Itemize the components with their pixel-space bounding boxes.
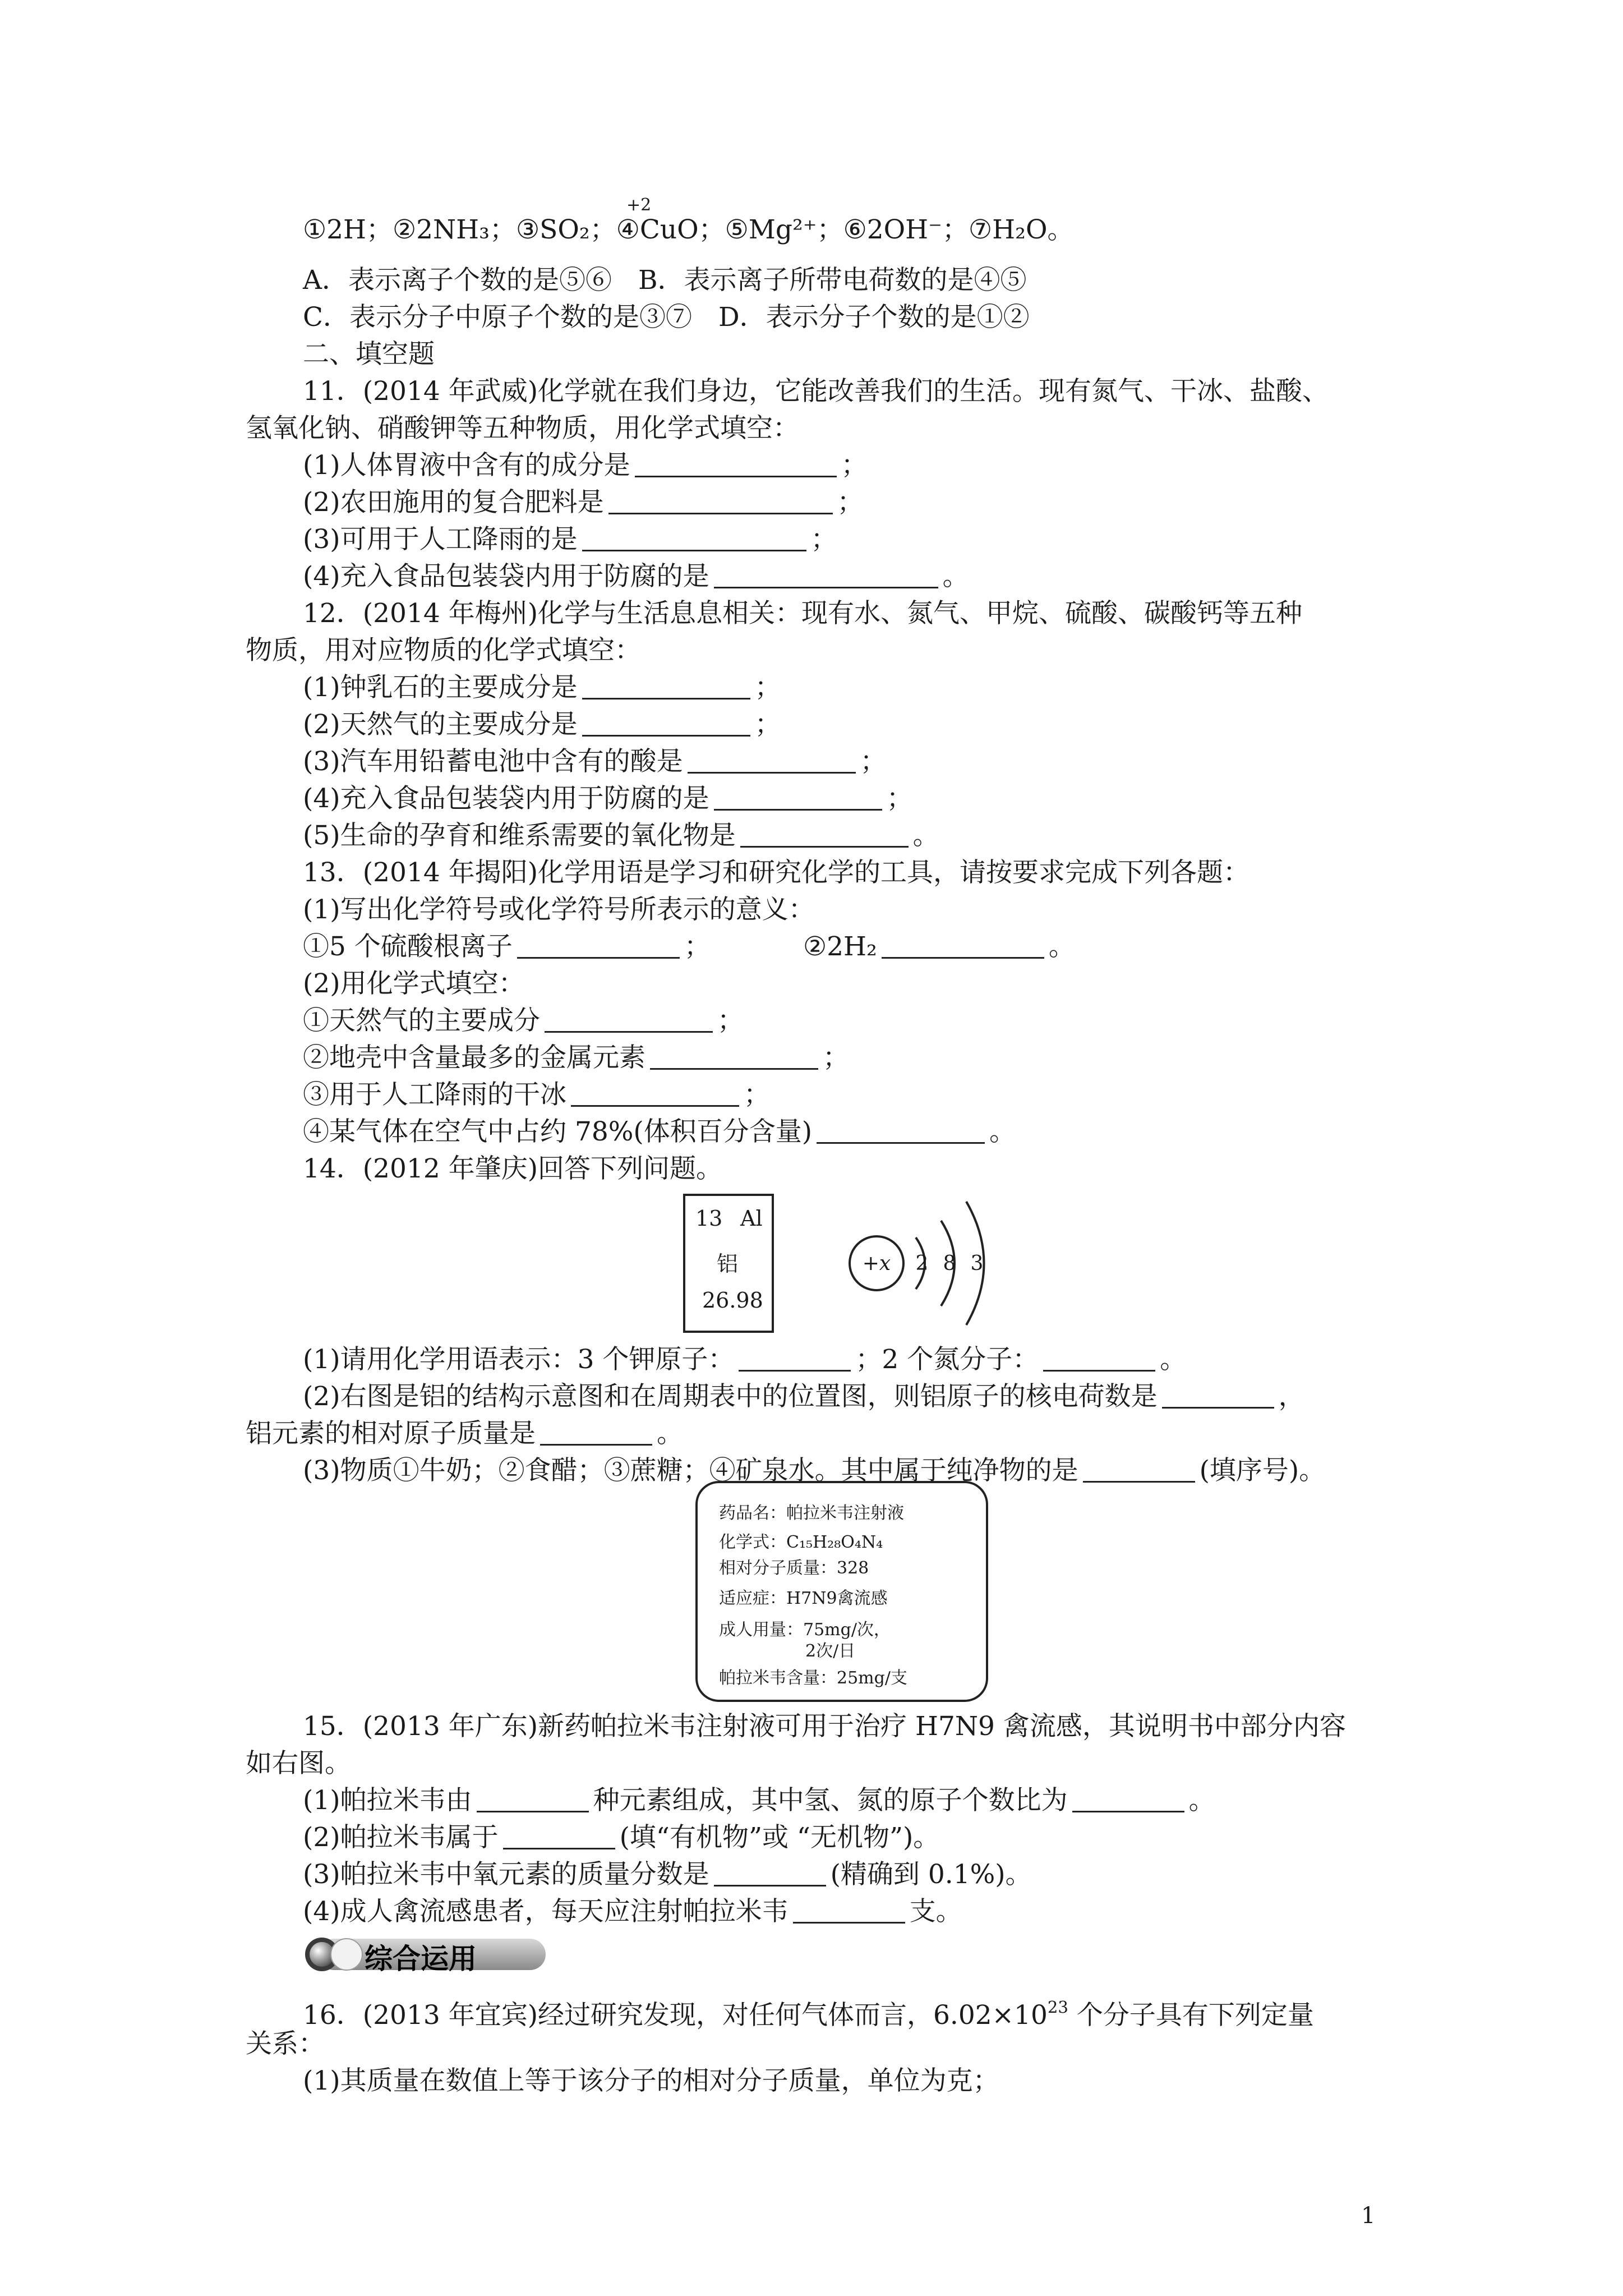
q14-part-1: (1)请用化学用语表示：3 个钾原子： ；2 个氮分子： 。 <box>303 1344 1187 1375</box>
q13-part-1: (1)写出化学符号或化学符号所表示的意义： <box>303 894 815 925</box>
section-heading-fill: 二、填空题 <box>303 339 435 370</box>
q14-part-2-text-b: 铝元素的相对原子质量是 <box>246 1418 536 1449</box>
periodic-table-cell-aluminum <box>683 1194 774 1333</box>
oxidation-state-mark: +2 <box>626 195 652 215</box>
q10-symbol-list: ①2H；②2NH₃；③SO₂；④CuO；⑤Mg²⁺；⑥2OH⁻；⑦H₂O。 <box>303 214 1074 245</box>
q11-part-2-text: (2)农田施用的复合肥料是 <box>303 487 604 518</box>
drug-dose-frequency: 2次/日 <box>805 1641 856 1661</box>
element-name: 铝 <box>717 1251 739 1276</box>
q13-part-2a: ①天然气的主要成分 ； <box>303 1005 744 1036</box>
q12-part-3-text: (3)汽车用铅蓄电池中含有的酸是 <box>303 746 683 777</box>
q15-part-4-text: (4)成人禽流感患者，每天应注射帕拉米韦 <box>303 1896 789 1927</box>
q12-part-5: (5)生命的孕育和维系需要的氧化物是 。 <box>303 820 939 851</box>
q15-part-4-text-b: 支。 <box>909 1896 962 1927</box>
q12-part-5-text: (5)生命的孕育和维系需要的氧化物是 <box>303 820 736 851</box>
q12-part-2-text: (2)天然气的主要成分是 <box>303 709 578 740</box>
q14-stem: 14．(2012 年肇庆)回答下列问题。 <box>303 1153 723 1184</box>
q15-part-2-text-b: (填“有机物”或 “无机物”)。 <box>619 1822 940 1853</box>
q13-part-1b-text: ②2H₂ <box>803 931 877 962</box>
q13-part-1a-text: ①5 个硫酸根离子 <box>303 931 513 962</box>
q13-part-2a-text: ①天然气的主要成分 <box>303 1005 540 1036</box>
q11-part-2: (2)农田施用的复合肥料是 ； <box>303 487 864 518</box>
q13-part-2: (2)用化学式填空： <box>303 968 525 999</box>
q11-stem-line-1: 11．(2014 年武威)化学就在我们身边，它能改善我们的生活。现有氮气、干冰、盐酸、 <box>303 376 1329 407</box>
q12-part-4: (4)充入食品包装袋内用于防腐的是 ； <box>303 783 913 814</box>
drug-formula: 化学式：C₁₅H₂₈O₄N₄ <box>719 1533 883 1552</box>
answer-blank[interactable] <box>608 487 833 514</box>
q12-part-4-text: (4)充入食品包装袋内用于防腐的是 <box>303 783 709 814</box>
q16-stem-text-b: 个分子具有下列定量 <box>1068 2000 1314 2031</box>
q13-part-1b: ②2H₂ 。 <box>803 931 1075 962</box>
q15-part-1: (1)帕拉米韦由 种元素组成，其中氢、氮的原子个数比为 。 <box>303 1785 1215 1816</box>
drug-indication: 适应症：H7N9禽流感 <box>719 1589 888 1608</box>
q15-stem-line-1: 15．(2013 年广东)新药帕拉米韦注射液可用于治疗 H7N9 禽流感，其说明书中部分内容 <box>303 1711 1346 1742</box>
q12-part-3: (3)汽车用铅蓄电池中含有的酸是 ； <box>303 746 887 777</box>
q14-part-3-text: (3)物质①牛奶；②食醋；③蔗糖；④矿泉水。其中属于纯净物的是 <box>303 1455 1078 1486</box>
answer-blank[interactable] <box>1043 1344 1155 1372</box>
q14-part-3-text-b: (填序号)。 <box>1199 1455 1326 1486</box>
answer-blank[interactable] <box>571 1079 739 1107</box>
q13-part-2c: ③用于人工降雨的干冰 ； <box>303 1079 770 1110</box>
q12-part-1-text: (1)钟乳石的主要成分是 <box>303 672 578 703</box>
q11-part-4-text: (4)充入食品包装袋内用于防腐的是 <box>303 561 709 592</box>
answer-blank[interactable] <box>1162 1381 1274 1409</box>
answer-blank[interactable] <box>740 820 909 848</box>
drug-adult-dose: 成人用量：75mg/次， <box>719 1620 891 1640</box>
answer-blank[interactable] <box>714 561 938 588</box>
q15-part-2-text: (2)帕拉米韦属于 <box>303 1822 499 1853</box>
answer-blank[interactable] <box>688 746 856 774</box>
q11-stem-line-2: 氢氧化钠、硝酸钾等五种物质，用化学式填空： <box>246 413 799 444</box>
q16-exponent: 23 <box>1047 1998 1068 2017</box>
answer-blank[interactable] <box>714 1859 826 1887</box>
aluminum-atom-structure-diagram <box>846 1194 1014 1340</box>
q14-part-1-text-b: ；2 个氮分子： <box>855 1344 1039 1375</box>
drug-molecular-mass: 相对分子质量：328 <box>719 1558 869 1578</box>
answer-blank[interactable] <box>1072 1785 1184 1812</box>
q15-part-3-text: (3)帕拉米韦中氧元素的质量分数是 <box>303 1859 709 1890</box>
answer-blank[interactable] <box>739 1344 851 1372</box>
q15-part-2 <box>303 1821 939 1855</box>
page-number: 1 <box>1361 2203 1376 2229</box>
q11-part-1-text: (1)人体胃液中含有的成分是 <box>303 450 630 481</box>
q14-part-2-text: (2)右图是铝的结构示意图和在周期表中的位置图，则铝原子的核电荷数是 <box>303 1381 1158 1412</box>
shell-3-electrons: 3 <box>970 1252 984 1275</box>
atomic-number: 13 <box>695 1206 723 1231</box>
answer-blank[interactable] <box>545 1005 713 1033</box>
answer-blank[interactable] <box>714 783 882 811</box>
q13-part-2d: ④某气体在空气中占约 78%(体积百分含量) 。 <box>303 1116 1016 1147</box>
q15-part-3 <box>303 1858 1032 1892</box>
section-heading-comprehensive: 综合运用 <box>365 1943 477 1975</box>
q12-part-2: (2)天然气的主要成分是 ； <box>303 709 781 740</box>
relative-atomic-mass: 26.98 <box>702 1288 763 1313</box>
q16-part-1: (1)其质量在数值上等于该分子的相对分子质量，单位为克； <box>303 2065 999 2096</box>
q12-stem-line-1: 12．(2014 年梅州)化学与生活息息相关：现有水、氮气、甲烷、硫酸、碳酸钙等五种 <box>303 598 1303 629</box>
q12-part-1: (1)钟乳石的主要成分是 ； <box>303 672 781 703</box>
answer-blank[interactable] <box>503 1822 615 1849</box>
drug-content: 帕拉米韦含量：25mg/支 <box>719 1668 907 1688</box>
q10-option-cd: C．表示分子中原子个数的是③⑦ D．表示分子个数的是①② <box>303 302 1030 333</box>
answer-blank[interactable] <box>517 931 680 959</box>
q13-part-2b: ②地壳中含量最多的金属元素 ； <box>303 1042 849 1073</box>
q12-stem-line-2: 物质，用对应物质的化学式填空： <box>246 635 641 666</box>
answer-blank[interactable] <box>882 931 1044 959</box>
q13-part-2d-text: ④某气体在空气中占约 78%(体积百分含量) <box>303 1116 813 1147</box>
answer-blank[interactable] <box>817 1116 985 1144</box>
q14-part-2-cont: 铝元素的相对原子质量是 。 <box>246 1418 683 1449</box>
q13-part-2c-text: ③用于人工降雨的干冰 <box>303 1079 566 1110</box>
q13-part-1a: ①5 个硫酸根离子 ； <box>303 931 711 962</box>
q16-stem-line-2: 关系： <box>246 2028 325 2059</box>
answer-blank[interactable] <box>635 450 837 477</box>
q10-option-ab: A．表示离子个数的是⑤⑥ B．表示离子所带电荷数的是④⑤ <box>303 265 1027 296</box>
q15-stem-line-2: 如右图。 <box>246 1748 351 1779</box>
q16-stem-line-1 <box>303 1990 1314 2032</box>
answer-blank[interactable] <box>540 1418 652 1446</box>
q11-part-3-text: (3)可用于人工降雨的是 <box>303 524 578 555</box>
q15-part-4 <box>303 1895 962 1929</box>
answer-blank[interactable] <box>582 672 750 700</box>
q11-part-1: (1)人体胃液中含有的成分是 ； <box>303 450 868 481</box>
q14-part-2: (2)右图是铝的结构示意图和在周期表中的位置图，则铝原子的核电荷数是 ， <box>303 1381 1305 1412</box>
q15-part-1-text-b: 种元素组成，其中氢、氮的原子个数比为 <box>593 1785 1068 1816</box>
answer-blank[interactable] <box>477 1785 589 1812</box>
drug-name: 药品名：帕拉米韦注射液 <box>719 1503 904 1523</box>
shell-2-electrons: 8 <box>943 1252 956 1275</box>
element-symbol: Al <box>740 1206 763 1231</box>
shell-1-electrons: 2 <box>915 1252 929 1275</box>
q15-part-3-text-b: (精确到 0.1%)。 <box>830 1859 1032 1890</box>
nucleus-charge: +x <box>862 1252 891 1275</box>
q13-part-2b-text: ②地壳中含量最多的金属元素 <box>303 1042 645 1073</box>
answer-blank[interactable] <box>793 1896 905 1924</box>
answer-blank[interactable] <box>1083 1455 1195 1483</box>
q13-stem: 13．(2014 年揭阳)化学用语是学习和研究化学的工具，请按要求完成下列各题： <box>303 857 1250 888</box>
answer-blank[interactable] <box>582 709 750 737</box>
q11-part-3: (3)可用于人工降雨的是 ； <box>303 524 837 555</box>
q15-part-1-text: (1)帕拉米韦由 <box>303 1785 472 1816</box>
section-banner-comprehensive <box>302 1934 548 1973</box>
q14-part-1-text: (1)请用化学用语表示：3 个钾原子： <box>303 1344 735 1375</box>
answer-blank[interactable] <box>582 524 806 551</box>
q11-part-4: (4)充入食品包装袋内用于防腐的是 。 <box>303 561 969 592</box>
drug-label-card <box>695 1481 988 1702</box>
q16-stem-text-a: 16．(2013 年宜宾)经过研究发现，对任何气体而言，6.02×10 <box>303 2000 1048 2031</box>
answer-blank[interactable] <box>650 1042 818 1070</box>
